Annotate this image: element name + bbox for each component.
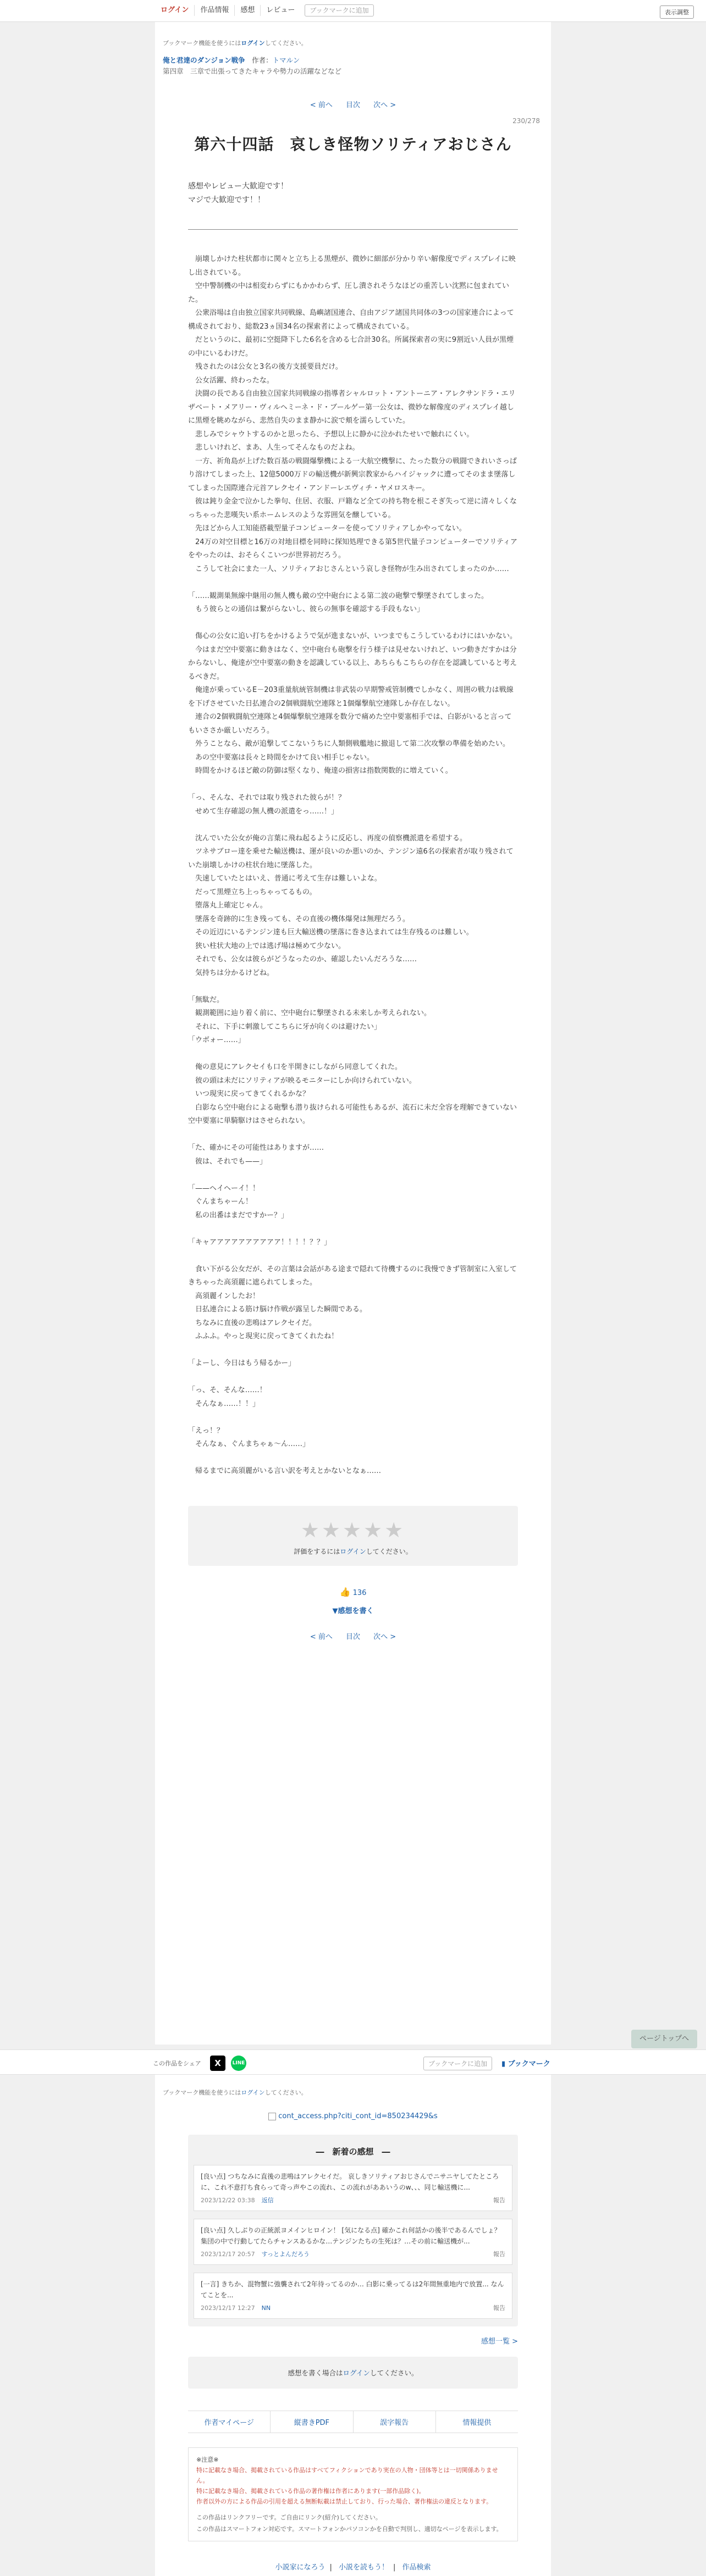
write-login-link[interactable]: ログイン <box>343 2369 370 2377</box>
review-link[interactable]: レビュー <box>266 6 295 14</box>
body-paragraph: 決闘の長である自由独立国家共同戦線の指導者シャルロット・アントーニア・アレクサンドラ・エリザベート・メアリー・ヴィルヘミーネ・ド・ブールゲー第一公女は、微妙な解像度のディスプレイ越しに黒煙を眺めながら、悲然自失のまま静かに涙で頬を濡らしていた。 <box>188 390 516 425</box>
body-paragraph: 時間をかけるほど敵の防御は堅くなり、俺達の損害は指数関数的に増えていく。 <box>188 767 453 775</box>
like-button[interactable] <box>155 1587 551 1597</box>
body-paragraph <box>188 1128 518 1142</box>
body-paragraph: 今はまだ空中要塞に動きはなく、空中砲台も砲撃を行う様子は見せないけれど、いつ動きだすかは分からないし、俺達が空中要塞の動きを認識している以上、あちらもこちらの存在を認識していると考えるべきだ。 <box>188 645 517 681</box>
body-paragraph: 日払連合による筋け脳け作戦が露呈した瞬間である。 <box>188 1305 367 1314</box>
body-paragraph <box>188 818 518 832</box>
body-paragraph: 堕落丸上確定じゃん。 <box>188 901 267 910</box>
review-user-link[interactable]: NN <box>261 2304 271 2312</box>
novel-meta: 俺と君達のダンジョン戦争 作者：トマルン 第四章 三章で出張ってきたキャラや勢力の活躍などなど <box>155 47 551 77</box>
bookmark-notice-bottom: ブックマーク機能を使うにはログインしてください。 <box>163 2089 307 2096</box>
body-paragraph: 公衆浴場は自由独立国家共同戦線、島嶼諸国連合、自由アジア諸国共同体の3つの国家連合によって構成されており、総数23ヵ国34名の探索者によって構成されている。 <box>188 309 514 331</box>
top-nav <box>155 4 374 16</box>
author-mypage-link[interactable]: 作者マイページ <box>188 2411 271 2433</box>
bookmark-add-button[interactable]: ブックマークに追加 <box>305 4 373 16</box>
body-paragraph: 俺の意見にアレクセイも口を半開きにしながら同意してくれた。 <box>188 1063 402 1071</box>
share-bar <box>0 2049 706 2075</box>
vertical-pdf-link[interactable]: 縦書きPDF <box>271 2411 353 2433</box>
display-settings-button[interactable]: 表示調整 <box>660 5 694 19</box>
bookmark-link[interactable]: ▮ ブックマーク <box>501 2060 550 2068</box>
write-review-box: 感想を書く場合はログインしてください。 <box>188 2357 518 2389</box>
episode-title: 第六十四話 哀しき怪物ソリティアおじさん <box>194 135 512 153</box>
review-item: [一言] きちか、混物蟹に強襲されて2年待ってるのか… 白影に乗ってるは2年間無重地内で放置... なんてことを... 2023/12/17 12:27 NN 報告 <box>194 2273 512 2319</box>
search-link[interactable]: 作品検索 <box>402 2563 431 2572</box>
body-paragraph: 「ウボォー……」 <box>188 1036 245 1044</box>
body-paragraph: 外うことなら、敵が追撃してこないうちに人類側戦艦地に撤退して第二次攻撃の準備を始めたい。 <box>188 740 510 748</box>
body-paragraph: 「えっ！？ <box>188 1426 224 1435</box>
prev-link[interactable]: < 前へ <box>310 101 333 109</box>
index-link-bottom[interactable]: 目次 <box>345 1632 360 1641</box>
work-info-link[interactable]: 作品情報 <box>195 5 235 16</box>
body-paragraph: 彼は、それでも——」 <box>188 1157 267 1166</box>
site-footer: 小説家になろう | 小説を読もう！ | 作品検索 <box>275 2563 431 2572</box>
body-paragraph: 崩壊しかけた柱状都市に関々と立ち上る黒煙が、微妙に細部が分かり辛い解像度でディスプレイに映し出されている。 <box>188 255 516 277</box>
rating-message: 評価をするにはログインしてください。 <box>294 1547 412 1555</box>
thumbs-up-icon: 👍 <box>339 1586 351 1597</box>
body-paragraph <box>188 1168 518 1182</box>
like-count: 136 <box>352 1588 367 1597</box>
body-paragraph: あの空中要塞は長々と時間をかけて良い相手じゃない。 <box>188 753 374 762</box>
body-paragraph: 観測範囲に辿り着く前に、空中砲台に撃墜される未来しか考えられない。 <box>188 1009 432 1017</box>
body-paragraph: 悲しいけれど、まあ、人生ってそんなものだよね。 <box>188 444 360 452</box>
author-link[interactable]: トマルン <box>272 56 300 64</box>
prev-link-bottom[interactable]: < 前へ <box>310 1632 333 1641</box>
report-link[interactable]: 報告 <box>493 2251 505 2258</box>
bookmark-add-button-bottom[interactable]: ブックマークに追加 <box>423 2057 492 2070</box>
top-bar <box>0 0 706 22</box>
body-paragraph: 帰るまでに高須麗がいる言い訳を考えとかないとなぁ…… <box>188 1467 382 1475</box>
body-paragraph: 24万の対空目標と16万の対地目標を同時に探知処理できる第5世代量子コンピューターでソリティアをやったのは、おそらくこいつが世界初だろう。 <box>188 538 518 559</box>
preface: 感想やレビュー大歓迎です！ マジで大歓迎です！！ <box>188 182 288 204</box>
body-paragraph <box>188 1048 518 1061</box>
body-paragraph: 「よーし、今日はもう帰るかー」 <box>188 1359 296 1367</box>
body-paragraph: もう彼らとの通信は繋がらないし、彼らの無事を確認する手段もない」 <box>188 605 424 613</box>
next-link[interactable]: 次へ > <box>373 101 396 109</box>
body-paragraph: 白影なら空中砲台による砲撃も潜り抜けられる可能性もあるが、流石に未だ全容を理解できていない空中要塞に単騎駆けはさせられない。 <box>188 1103 517 1125</box>
body-paragraph: 残されたのは公女と3名の後方支援要員だけ。 <box>188 363 343 371</box>
report-link[interactable]: 報告 <box>493 2197 505 2204</box>
impressions-link[interactable]: 感想 <box>235 5 261 16</box>
body-paragraph: 俺達が乗っているE－203重量航統管制機は非武装の早期警戒管制機でしかなく、周囲の戦力は戦線を下げさせていた日払連合の2個戦闘航空連隊と1個爆撃航空連隊しか存在しない。 <box>188 686 514 708</box>
write-impression-button[interactable]: ▼感想を書く <box>332 1606 374 1615</box>
body-paragraph: 「……観測巣無線中継用の無人機も敵の空中砲台による第二波の砲撃で撃墜されてしまった。 <box>188 591 489 600</box>
review-user-link[interactable]: すっとよんだろう <box>261 2251 310 2258</box>
body-paragraph: 気持ちは分かるけどね。 <box>188 968 274 977</box>
body-paragraph <box>188 1411 518 1425</box>
body-paragraph: 「っ、そ、そんな……！ <box>188 1386 267 1394</box>
rating-box <box>188 1506 518 1566</box>
body-paragraph: 失速していたとはいえ、普通に考えて生存は難しいよな。 <box>188 874 382 883</box>
notice-login-link-bottom[interactable]: ログイン <box>241 2089 265 2096</box>
ad-link[interactable]: cont_access.php?citi_cont_id=850234429&s <box>155 2112 551 2120</box>
report-link[interactable]: 報告 <box>493 2304 505 2312</box>
info-report-link[interactable]: 情報提供 <box>462 2419 492 2427</box>
body-paragraph <box>188 778 518 792</box>
body-paragraph: 先ほどから人工知能搭載型量子コンピューターを使ってソリティアしかやってない。 <box>188 524 466 533</box>
review-item: [良い点] つちなみに直後の悲鳴はアレクセイだ。 哀しきソリティアおじさんでニサニヤしてたところに、これ不意打ち食らって奇っ声やこの流れ、この流れがああいうのw、、、同じ輸送機に... 2023/12/22 03:38 返信 報告 <box>194 2165 512 2211</box>
novel-main <box>155 22 551 2045</box>
episode-body <box>155 230 551 1478</box>
body-paragraph: いつ現実に戻ってきてくれるかな？ <box>188 1090 310 1098</box>
login-link[interactable]: ログイン <box>155 5 195 16</box>
episode-counter: 230/278 <box>512 117 540 125</box>
body-paragraph: 「キャアアアアアアアアアア！！！！？？」 <box>188 1238 332 1247</box>
review-item: [良い点] 久しぶりの正統派ヨメインヒロイン！ [気になる点] 確かこれ何話かの後半であるんでしょ？ 集団の中で行動してたらチャンスあるかな…テンジンたちの生死は？…その前に輸送機が... 2023/12/17 20:57 すっとよんだろう 報告 <box>194 2219 512 2265</box>
body-paragraph: 「無駄だ。 <box>188 995 224 1004</box>
index-link[interactable]: 目次 <box>345 101 360 109</box>
rating-stars[interactable]: ★★★★★ <box>300 1517 406 1542</box>
body-paragraph <box>188 1452 518 1465</box>
body-paragraph: こうして社会にまた一人、ソリティアおじさんという哀しき怪物が生み出されてしまったのか…… <box>188 564 509 573</box>
body-paragraph: 高須麗インしたお！ <box>188 1292 260 1300</box>
body-paragraph: それに、下手に刺激してこちらに牙が向くのは避けたい」 <box>188 1022 382 1031</box>
share-label: この作品をシェア <box>153 2060 201 2067</box>
typo-report-link[interactable]: 誤字報告 <box>354 2411 436 2433</box>
body-paragraph <box>188 980 518 994</box>
body-paragraph: せめて生存確認の無人機の派遣をっ……！」 <box>188 807 339 816</box>
body-paragraph: その近辺にいるテンジン達も巨大輸送機の墜落に巻き込まれては生存残るのは難しい。 <box>188 928 473 937</box>
next-link-bottom[interactable]: 次へ > <box>373 1632 396 1641</box>
body-paragraph: 食い下がる公女だが、その言葉は会話がある途まで隠れて待機するのに我慢できず管制室に入室してきちゃった高須麗に遮られてしまった。 <box>188 1265 517 1287</box>
body-paragraph: だというのに、最初に空挺降下した6名を含める七合計30名。所属探索者の実に9割近い人員が黒煙の中にいるわけだ。 <box>188 336 514 358</box>
reviews-more-link[interactable]: 感想一覧 > <box>481 2337 518 2346</box>
body-paragraph: 私の出番はまだですかー？」 <box>188 1211 289 1220</box>
body-paragraph: 連合の2個戦闘航空連隊と4個爆撃航空連隊を数分で痛めた空中要塞相手では、白影がいると言ってもいささか厳しいだろう。 <box>188 713 512 735</box>
body-paragraph <box>188 1371 518 1384</box>
page-top-button[interactable]: ページトップへ <box>631 2030 697 2048</box>
caution-box: ※注意※ 特に記載なき場合、掲載されている作品はすべてフィクションであり実在の人物・団体等とは一切関係ありません。 特に記載なき場合、掲載されている作品の著作権は作者にあります(一部作品除く)。 作者以外の方による作品の引用を超える無断転載は禁止しており、行った場合、著作権法の違反となります。 この作品はリンクフリーです。ご自由にリンク(紹介)してください。 この作品はスマートフォン対応です。スマートフォンかパソコンかを自動で判別し、適切なページを表示します。 <box>188 2447 518 2541</box>
body-paragraph <box>188 1249 518 1263</box>
reviews-heading: ― 新着の感想 ― <box>316 2147 390 2157</box>
chapter-title: 第四章 三章で出張ってきたキャラや勢力の活躍などなど <box>163 67 342 75</box>
lower-section <box>155 2075 551 2576</box>
line-share-icon[interactable]: LINE <box>231 2056 246 2071</box>
series-title-link[interactable]: 俺と君達のダンジョン戦争 <box>163 56 245 64</box>
rating-login-link[interactable]: ログイン <box>340 1547 366 1555</box>
body-paragraph: それでも、公女は彼らがどうなったのか、確認したいんだろうな…… <box>188 955 417 963</box>
notice-login-link[interactable]: ログイン <box>241 40 265 47</box>
body-paragraph: 墜落を奇跡的に生き残っても、その直後の機体爆発は無理だろう。 <box>188 915 410 923</box>
body-paragraph <box>188 1222 518 1236</box>
body-paragraph: ちなみに直後の悲鳴はアレクセイだ。 <box>188 1319 316 1327</box>
body-paragraph: 狭い柱状大地の上では逃げ場は極めて少ない。 <box>188 941 346 950</box>
body-paragraph: ツネサブロー達を乗せた輸送機は、運が良いのか悪いのか、テンジン遠6名の探索者が取り残されていた崩壊しかけの柱状台地に墜落した。 <box>188 847 514 869</box>
body-paragraph: 「——ヘイヘーイ！！ <box>188 1184 260 1193</box>
body-paragraph: 彼は鈍り金金で泣かした拳句、住居、衣服、戸籍など全ての持ち物を根こそぎ失って逆に清々しくなっちゃった悲嘆失い系ホームレスのような雰囲気を醸している。 <box>188 497 517 519</box>
broken-image-icon <box>268 2113 276 2120</box>
yomou-link[interactable]: 小説を読もう！ <box>338 2563 389 2572</box>
body-paragraph: 沈んでいた公女が俺の言葉に飛ね起るように反応し、再度の偵察機派遣を希望する。 <box>188 834 467 843</box>
recent-reviews <box>188 2135 518 2326</box>
body-paragraph: そんなぁ、ぐんまちゃぁ～ん……」 <box>188 1440 310 1448</box>
body-paragraph: 公女活躍、終わったな。 <box>188 376 274 385</box>
body-paragraph: 空中警制機の中は相変わらずにもかかわらず、圧し潰されそうなほどの重苦しい沈黙に包まれていた。 <box>188 282 509 304</box>
body-paragraph <box>188 576 518 590</box>
bottom-pager <box>155 1631 551 1641</box>
bookmark-notice: ブックマーク機能を使うにはログインしてください。 <box>163 40 307 47</box>
body-paragraph: 彼の頭は未だにソリティアが映るモニターにしか向けられていない。 <box>188 1076 416 1085</box>
body-paragraph: 「た、確かにその可能性はありますが…… <box>188 1144 324 1152</box>
body-paragraph <box>188 617 518 630</box>
x-share-icon[interactable]: X <box>210 2056 225 2071</box>
body-paragraph: ふふふ。やっと現実に戻ってきてくれたね！ <box>188 1332 339 1340</box>
review-user-link[interactable]: 返信 <box>261 2197 274 2204</box>
body-paragraph: だって黒煙立ち上っちゃってるもの。 <box>188 888 317 896</box>
body-paragraph <box>188 1344 518 1358</box>
body-paragraph: 悲しみでシャウトするのかと思ったら、予想以上に静かに泣かれたせいで触れにくい。 <box>188 430 474 439</box>
narou-link[interactable]: 小説家になろう <box>275 2563 326 2572</box>
body-paragraph: 一方、祈角島が上げた数百基の戦闘爆撃機による一大航空機撃に、たった数分の戦闘できれいさっぱり溶けてしまった上、12億5000万ドの輸送機が新興宗教家からハイジャックに遭ってそのまま墜落してしまった国際連合元首アレクセイ・アンドーレエヴィチ・ヤメロスキー。 <box>188 457 517 492</box>
body-paragraph: ぐんまちゃーん！ <box>188 1198 253 1206</box>
footer-links <box>188 2411 518 2433</box>
body-paragraph: 「っ、そんな、それでは取り残された彼らが！？ <box>188 794 346 802</box>
top-pager <box>155 99 551 109</box>
body-paragraph: そんなぁ……！！」 <box>188 1399 260 1408</box>
body-paragraph: 傷心の公女に追い打ちをかけるようで気が進まないが、いつまでもこうしているわけにはいかない。 <box>188 632 517 640</box>
